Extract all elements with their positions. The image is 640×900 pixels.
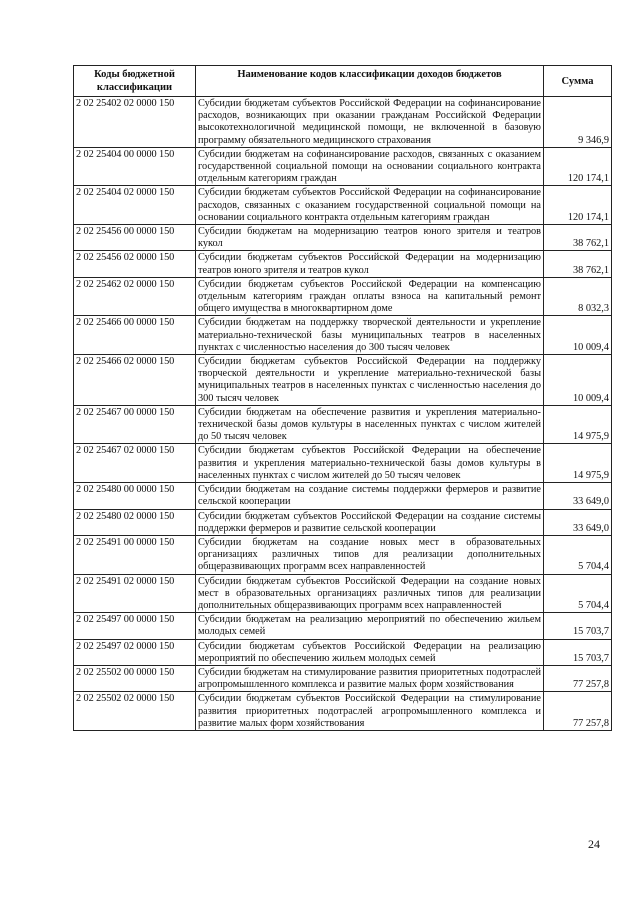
sum-cell: 5 704,4 [544, 574, 612, 613]
table-row [74, 444, 612, 483]
budget-code-cell: 2 02 25404 02 0000 150 [74, 186, 196, 225]
revenue-name-cell: Субсидии бюджетам субъектов Российской Федерации на модернизацию театров юного зрителя и театров кукол [196, 251, 544, 277]
sum-cell: 10 009,4 [544, 316, 612, 355]
table-row [74, 509, 612, 535]
budget-code-cell: 2 02 25480 02 0000 150 [74, 509, 196, 535]
sum-cell: 15 703,7 [544, 639, 612, 665]
header-names: Наименование кодов классификации доходов бюджетов [196, 66, 544, 97]
revenue-name-cell: Субсидии бюджетам субъектов Российской Федерации на создание системы поддержки фермеров и развитие сельской кооперации [196, 509, 544, 535]
budget-code-cell: 2 02 25467 02 0000 150 [74, 444, 196, 483]
sum-cell: 14 975,9 [544, 444, 612, 483]
sum-cell: 77 257,8 [544, 665, 612, 691]
revenue-name-cell: Субсидии бюджетам субъектов Российской Федерации на обеспечение развития и укрепления материально-технической базы домов культуры в населенных пунктах с числом жителей до 50 тысяч человек [196, 444, 544, 483]
revenue-name-cell: Субсидии бюджетам субъектов Российской Федерации на поддержку творческой деятельности и укрепление материально-технической базы муниципальных театров в населенных пунктах с численностью населения до 300 тысяч человек [196, 355, 544, 406]
budget-code-cell: 2 02 25462 02 0000 150 [74, 277, 196, 316]
budget-revenue-table [73, 65, 612, 731]
budget-code-cell: 2 02 25466 00 0000 150 [74, 316, 196, 355]
table-row [74, 692, 612, 731]
revenue-name-cell: Субсидии бюджетам субъектов Российской Федерации на реализацию мероприятий по обеспечению жильем молодых семей [196, 639, 544, 665]
table-row [74, 613, 612, 639]
revenue-name-cell: Субсидии бюджетам на стимулирование развития приоритетных подотраслей агропромышленного комплекса и развитие малых форм хозяйствования [196, 665, 544, 691]
sum-cell: 120 174,1 [544, 147, 612, 186]
page-number: 24 [588, 837, 600, 851]
sum-cell: 33 649,0 [544, 483, 612, 509]
table-row [74, 665, 612, 691]
revenue-name-cell: Субсидии бюджетам на софинансирование расходов, связанных с оказанием государственной социальной помощи на основании социального контракта отдельным категориям граждан [196, 147, 544, 186]
table-row [74, 97, 612, 148]
table-row [74, 251, 612, 277]
sum-cell: 38 762,1 [544, 225, 612, 251]
sum-cell: 8 032,3 [544, 277, 612, 316]
sum-cell: 5 704,4 [544, 535, 612, 574]
budget-code-cell: 2 02 25404 00 0000 150 [74, 147, 196, 186]
sum-cell: 9 346,9 [544, 97, 612, 148]
budget-code-cell: 2 02 25466 02 0000 150 [74, 355, 196, 406]
table-body [74, 97, 612, 731]
budget-code-cell: 2 02 25497 02 0000 150 [74, 639, 196, 665]
table-row [74, 277, 612, 316]
revenue-name-cell: Субсидии бюджетам на реализацию мероприятий по обеспечению жильем молодых семей [196, 613, 544, 639]
budget-code-cell: 2 02 25456 00 0000 150 [74, 225, 196, 251]
sum-cell: 14 975,9 [544, 405, 612, 444]
table-row [74, 574, 612, 613]
header-sum: Сумма [544, 66, 612, 97]
sum-cell: 33 649,0 [544, 509, 612, 535]
table-header-row [74, 66, 612, 97]
revenue-name-cell: Субсидии бюджетам на создание новых мест в образовательных организациях различных типов для реализации дополнительных общеразвивающих программ всех направленностей [196, 535, 544, 574]
sum-cell: 120 174,1 [544, 186, 612, 225]
table-row [74, 355, 612, 406]
revenue-name-cell: Субсидии бюджетам субъектов Российской Федерации на создание новых мест в образовательных организациях различных типов для реализации дополнительных общеразвивающих программ всех направленностей [196, 574, 544, 613]
revenue-name-cell: Субсидии бюджетам на поддержку творческой деятельности и укрепление материально-технической базы муниципальных театров в населенных пунктах с численностью населения до 300 тысяч человек [196, 316, 544, 355]
budget-code-cell: 2 02 25491 00 0000 150 [74, 535, 196, 574]
table-row [74, 147, 612, 186]
budget-code-cell: 2 02 25502 00 0000 150 [74, 665, 196, 691]
table-row [74, 483, 612, 509]
revenue-name-cell: Субсидии бюджетам субъектов Российской Федерации на стимулирование развития приоритетных подотраслей агропромышленного комплекса и развитие малых форм хозяйствования [196, 692, 544, 731]
revenue-name-cell: Субсидии бюджетам на модернизацию театров юного зрителя и театров кукол [196, 225, 544, 251]
table-row [74, 225, 612, 251]
table-row [74, 186, 612, 225]
budget-code-cell: 2 02 25480 00 0000 150 [74, 483, 196, 509]
table-row [74, 535, 612, 574]
revenue-name-cell: Субсидии бюджетам субъектов Российской Федерации на софинансирование расходов, связанных с оказанием государственной социальной помощи на основании социального контракта отдельным категориям граждан [196, 186, 544, 225]
revenue-name-cell: Субсидии бюджетам на обеспечение развития и укрепления материально-технической базы домов культуры в населенных пунктах с числом жителей до 50 тысяч человек [196, 405, 544, 444]
budget-code-cell: 2 02 25402 02 0000 150 [74, 97, 196, 148]
sum-cell: 10 009,4 [544, 355, 612, 406]
budget-code-cell: 2 02 25456 02 0000 150 [74, 251, 196, 277]
budget-code-cell: 2 02 25491 02 0000 150 [74, 574, 196, 613]
sum-cell: 77 257,8 [544, 692, 612, 731]
header-codes: Коды бюджетной классификации [74, 66, 196, 97]
budget-code-cell: 2 02 25497 00 0000 150 [74, 613, 196, 639]
revenue-name-cell: Субсидии бюджетам на создание системы поддержки фермеров и развитие сельской кооперации [196, 483, 544, 509]
table-row [74, 405, 612, 444]
table-row [74, 639, 612, 665]
sum-cell: 38 762,1 [544, 251, 612, 277]
sum-cell: 15 703,7 [544, 613, 612, 639]
budget-code-cell: 2 02 25467 00 0000 150 [74, 405, 196, 444]
revenue-name-cell: Субсидии бюджетам субъектов Российской Федерации на софинансирование расходов, возникающих при оказании гражданам Российской Федерации высокотехнологичной медицинской помощи, не включенной в базовую программу обязательного медицинского страхования [196, 97, 544, 148]
revenue-name-cell: Субсидии бюджетам субъектов Российской Федерации на компенсацию отдельным категориям граждан оплаты взноса на капитальный ремонт общего имущества в многоквартирном доме [196, 277, 544, 316]
budget-code-cell: 2 02 25502 02 0000 150 [74, 692, 196, 731]
table-row [74, 316, 612, 355]
